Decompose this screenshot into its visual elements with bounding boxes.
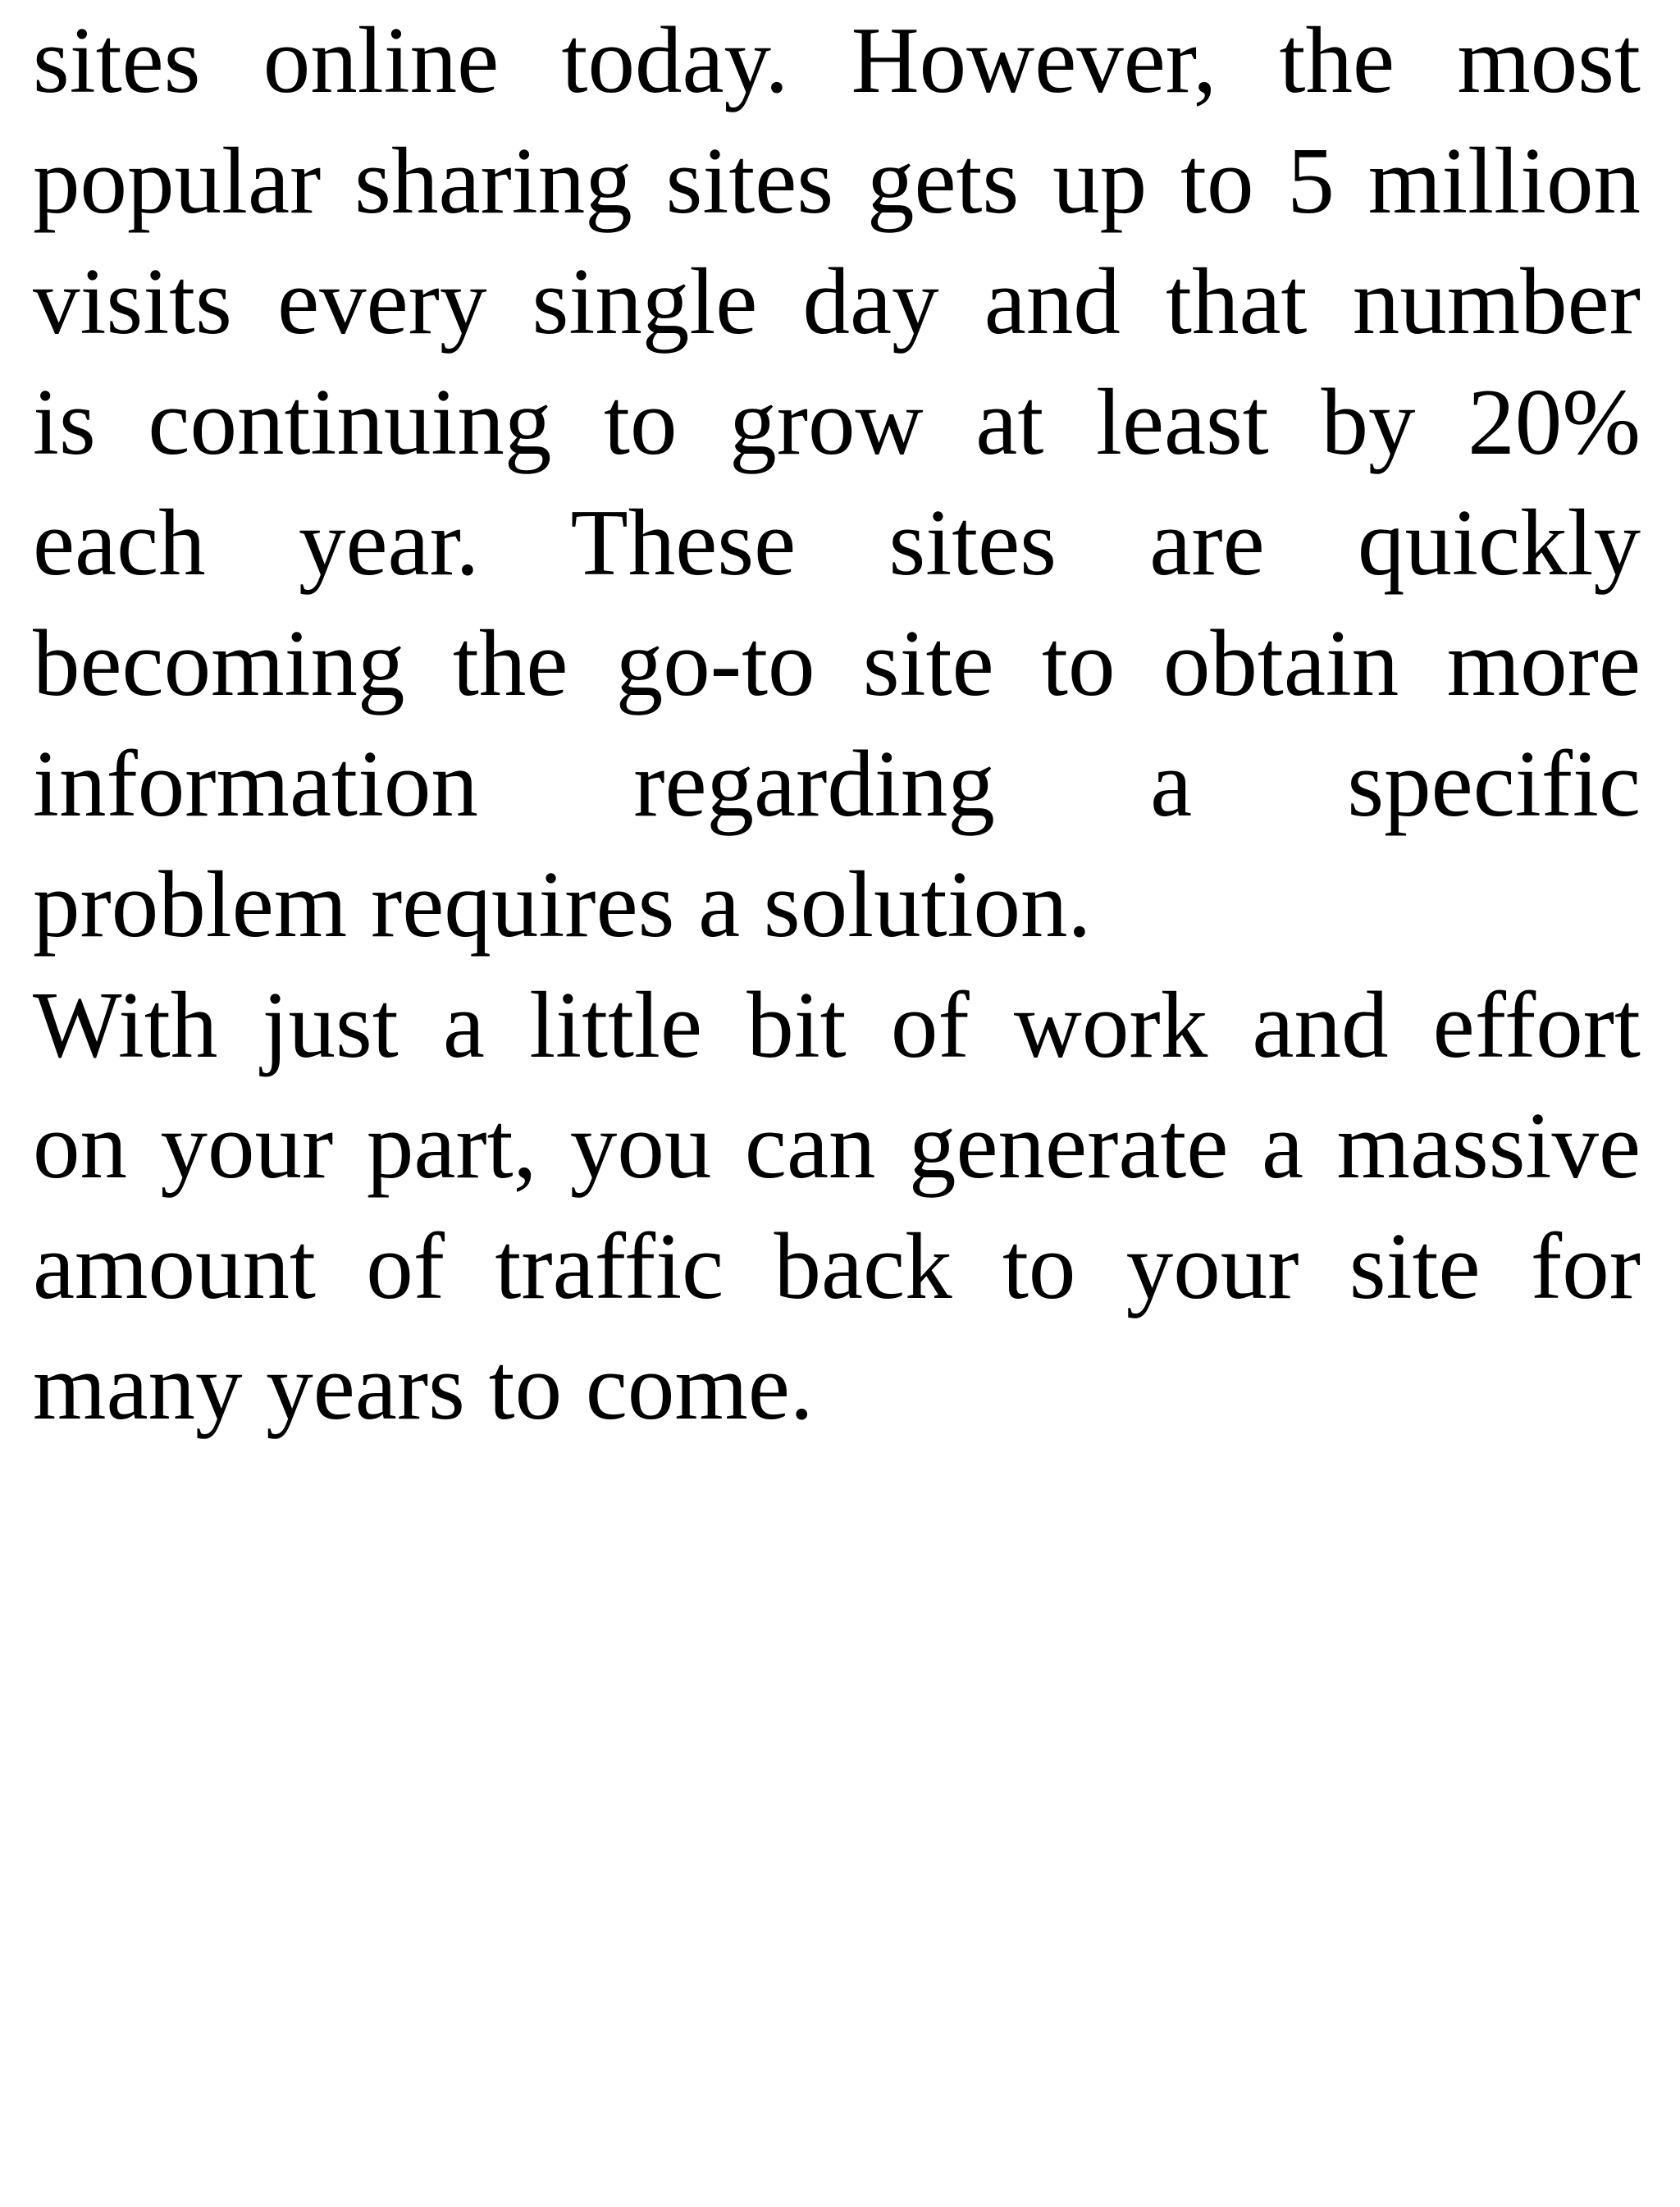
text-line: sites online today. However, the most [33,8,1641,112]
text-line: problem requires a solution. [33,852,1092,957]
text-line: on your part, you can generate a massive [33,1094,1641,1198]
paragraph-1 [33,0,1641,965]
text-line: each year. These sites are quickly [33,491,1641,595]
paragraph-2 [33,965,1641,1447]
text-line: amount of traffic back to your site for [33,1214,1641,1318]
body-text [33,0,1641,1447]
text-line: information regarding a specific [33,732,1641,836]
text-line: With just a little bit of work and effort [33,973,1641,1077]
text-line: becoming the go-to site to obtain more [33,611,1641,715]
text-line: is continuing to grow at least by 20% [33,370,1641,474]
text-line: popular sharing sites gets up to 5 million [33,129,1641,233]
text-line: visits every single day and that number [33,249,1641,354]
text-line: many years to come. [33,1335,814,1439]
